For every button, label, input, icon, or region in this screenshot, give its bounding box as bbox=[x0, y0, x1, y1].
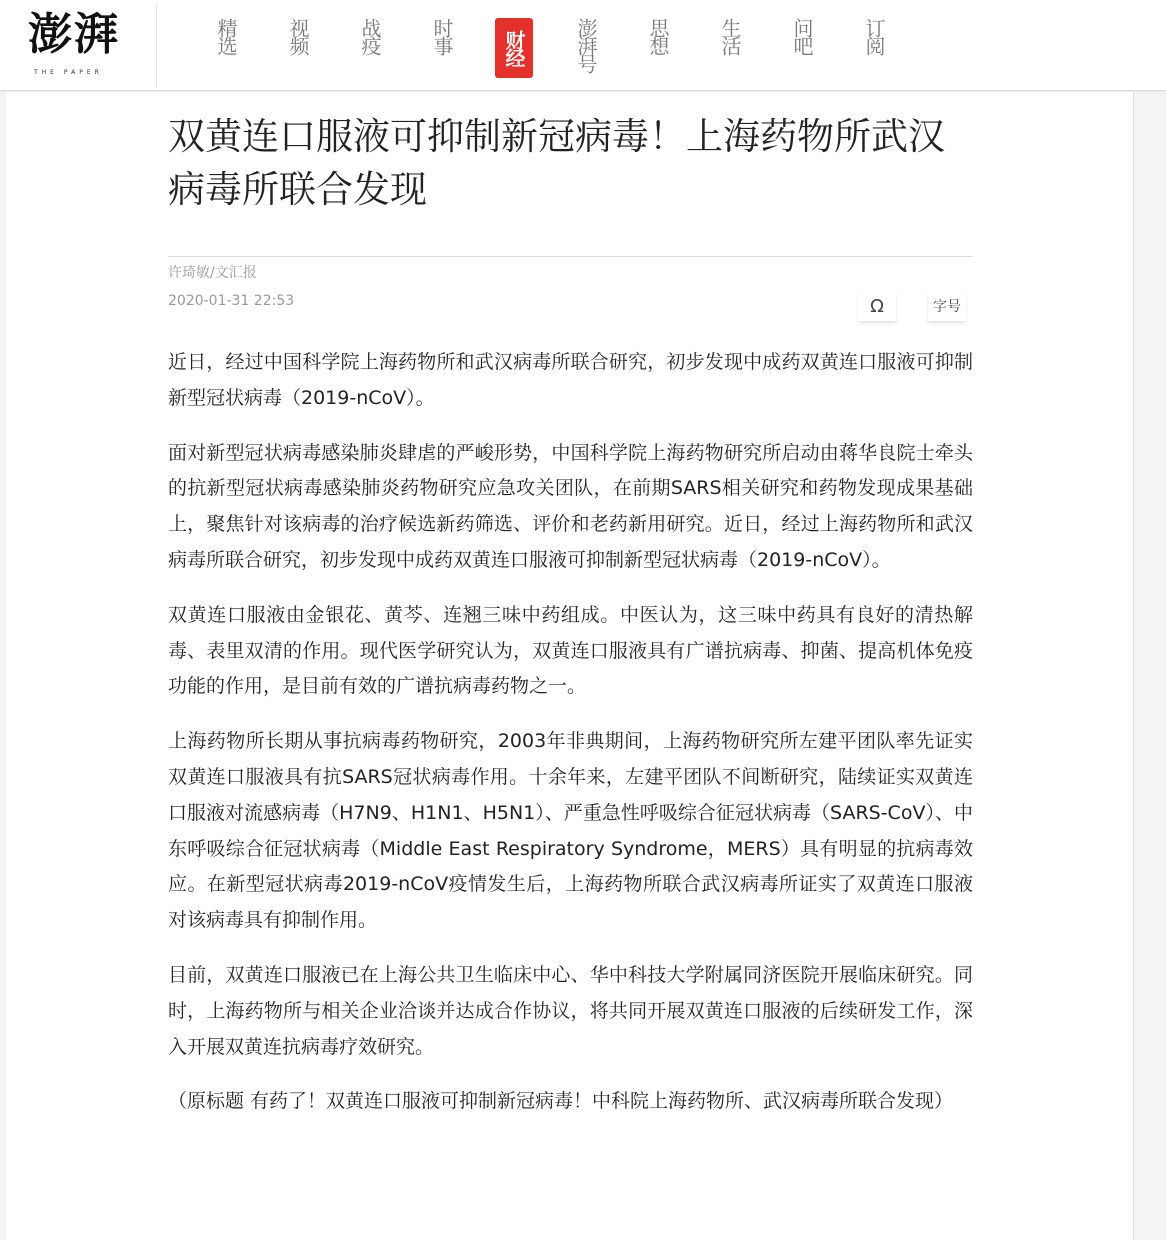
nav-item-shenghuo[interactable] bbox=[694, 18, 766, 78]
article-title: 双黄连口服液可抑制新冠病毒！上海药物所武汉病毒所联合发现 bbox=[168, 115, 945, 211]
nav-label: 财经 bbox=[495, 18, 533, 78]
nav-item-jingxuan[interactable] bbox=[190, 18, 262, 78]
nav-item-sixiang[interactable] bbox=[622, 18, 694, 78]
paragraph: 目前，双黄连口服液已在上海公共卫生临床中心、华中科技大学附属同济医院开展临床研究。同时，上海药物所与相关企业洽谈并达成合作协议，将共同开展双黄连口服液的后续研发工作，深入开展双黄连抗病毒疗效研究。 bbox=[168, 963, 973, 1058]
logo-mark: 澎湃 bbox=[28, 10, 120, 60]
article-page bbox=[6, 92, 1134, 1240]
article-body bbox=[168, 345, 973, 1120]
nav-label: 视频 bbox=[286, 18, 310, 54]
article-meta bbox=[168, 257, 973, 345]
nav-label: 战疫 bbox=[358, 18, 382, 54]
nav-label: 澎湃号 bbox=[574, 18, 598, 72]
nav-label: 思想 bbox=[646, 18, 670, 54]
site-header bbox=[0, 0, 1166, 91]
paragraph: 近日，经过中国科学院上海药物所和武汉病毒所联合研究，初步发现中成药双黄连口服液可抑制新型冠状病毒（2019-nCoV）。 bbox=[168, 351, 973, 409]
nav-label: 订阅 bbox=[862, 18, 886, 54]
headphones-icon[interactable]: Ω bbox=[858, 293, 896, 321]
paragraph: 面对新型冠状病毒感染肺炎肆虐的严峻形势，中国科学院上海药物研究所启动由蒋华良院士牵头的抗新型冠状病毒感染肺炎药物研究应急攻关团队，在前期SARS相关研究和药物发现成果基础上，聚焦针对该病毒的治疗候选新药筛选、评价和老药新用研究。近日，经过上海药物所和武汉病毒所联合研究，初步发现中成药双黄连口服液可抑制新型冠状病毒（2019-nCoV）。 bbox=[168, 441, 973, 571]
paragraph: 双黄连口服液由金银花、黄芩、连翘三味中药组成。中医认为，这三味中药具有良好的清热解毒、表里双清的作用。现代医学研究认为，双黄连口服液具有广谱抗病毒、抑菌、提高机体免疫功能的作用，是目前有效的广谱抗病毒药物之一。 bbox=[168, 603, 973, 698]
nav-label: 精选 bbox=[214, 18, 238, 54]
logo-subtitle: THE PAPER bbox=[34, 69, 103, 76]
nav-item-shishi[interactable] bbox=[406, 18, 478, 78]
paragraph: 上海药物所长期从事抗病毒药物研究，2003年非典期间，上海药物研究所左建平团队率先证实双黄连口服液具有抗SARS冠状病毒作用。十余年来，左建平团队不间断研究，陆续证实双黄连口服液对流感病毒（H7N9、H1N1、H5N1）、严重急性呼吸综合征冠状病毒（SARS-CoV）、中东呼吸综合征冠状病毒（Middle East Respiratory Syndrome，MERS）具有明显的抗病毒效应。在新型冠状病毒2019-nCoV疫情发生后，上海药物所联合武汉病毒所证实了双黄连口服液对该病毒具有抑制作用。 bbox=[168, 730, 973, 932]
nav-item-pengpaihao[interactable] bbox=[550, 18, 622, 78]
nav-label: 问吧 bbox=[790, 18, 814, 54]
nav-item-zhanyi[interactable] bbox=[334, 18, 406, 78]
nav-label: 生活 bbox=[718, 18, 742, 54]
nav-item-video[interactable] bbox=[262, 18, 334, 78]
nav-item-caijing[interactable] bbox=[478, 18, 550, 78]
main-nav bbox=[190, 18, 910, 78]
nav-item-wenba[interactable] bbox=[766, 18, 838, 78]
article-timestamp: 2020-01-31 22:53 bbox=[168, 293, 295, 309]
font-size-button[interactable]: 字号 bbox=[928, 293, 966, 321]
article bbox=[168, 110, 973, 1139]
nav-item-dingyue[interactable] bbox=[838, 18, 910, 78]
article-author: 许琦敏/文汇报 bbox=[168, 265, 257, 281]
nav-label: 时事 bbox=[430, 18, 454, 54]
site-logo[interactable] bbox=[0, 4, 157, 88]
original-title-note: （原标题 有药了！双黄连口服液可抑制新冠病毒！中科院上海药物所、武汉病毒所联合发现） bbox=[168, 1090, 954, 1113]
